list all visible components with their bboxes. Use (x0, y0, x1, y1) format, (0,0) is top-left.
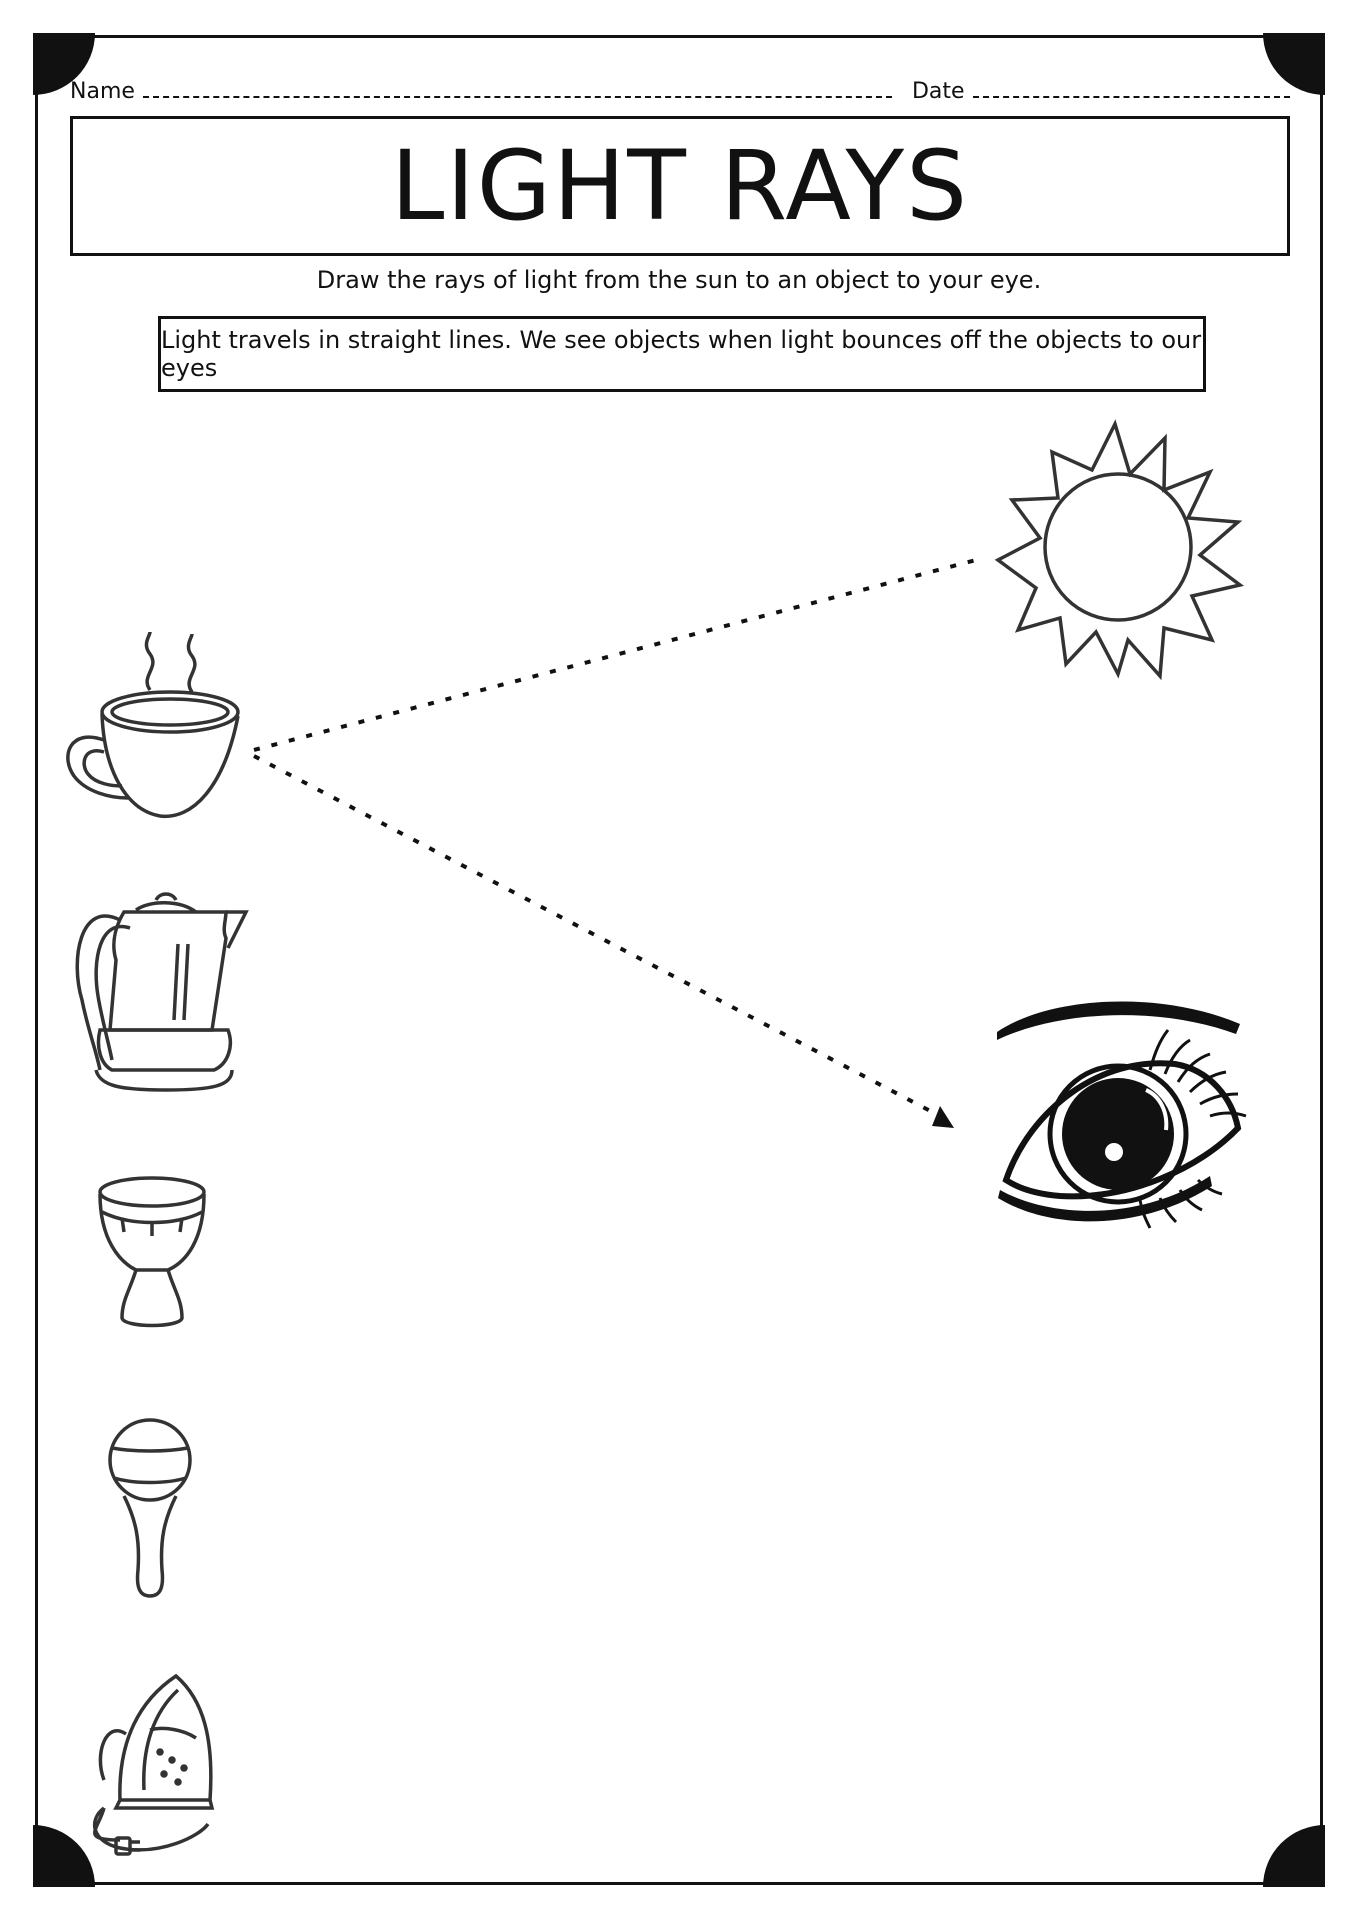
maraca-icon[interactable] (110, 1420, 190, 1596)
kettle-icon[interactable] (77, 894, 246, 1090)
page-title: LIGHT RAYS (390, 130, 970, 242)
light-ray-example (254, 560, 976, 1114)
teacup-icon[interactable] (68, 632, 238, 816)
sun-icon (998, 424, 1240, 676)
iron-icon[interactable] (95, 1676, 212, 1854)
instruction-text: Draw the rays of light from the sun to an object to your eye. (316, 266, 1042, 294)
drum-icon[interactable] (100, 1178, 204, 1326)
name-label: Name (70, 79, 135, 104)
date-label: Date (911, 79, 965, 104)
fact-text: Light travels in straight lines. We see objects when light bounces off the objects to our eyes (161, 326, 1202, 382)
eye-icon (997, 1001, 1246, 1228)
arrowhead-icon (932, 1106, 954, 1128)
